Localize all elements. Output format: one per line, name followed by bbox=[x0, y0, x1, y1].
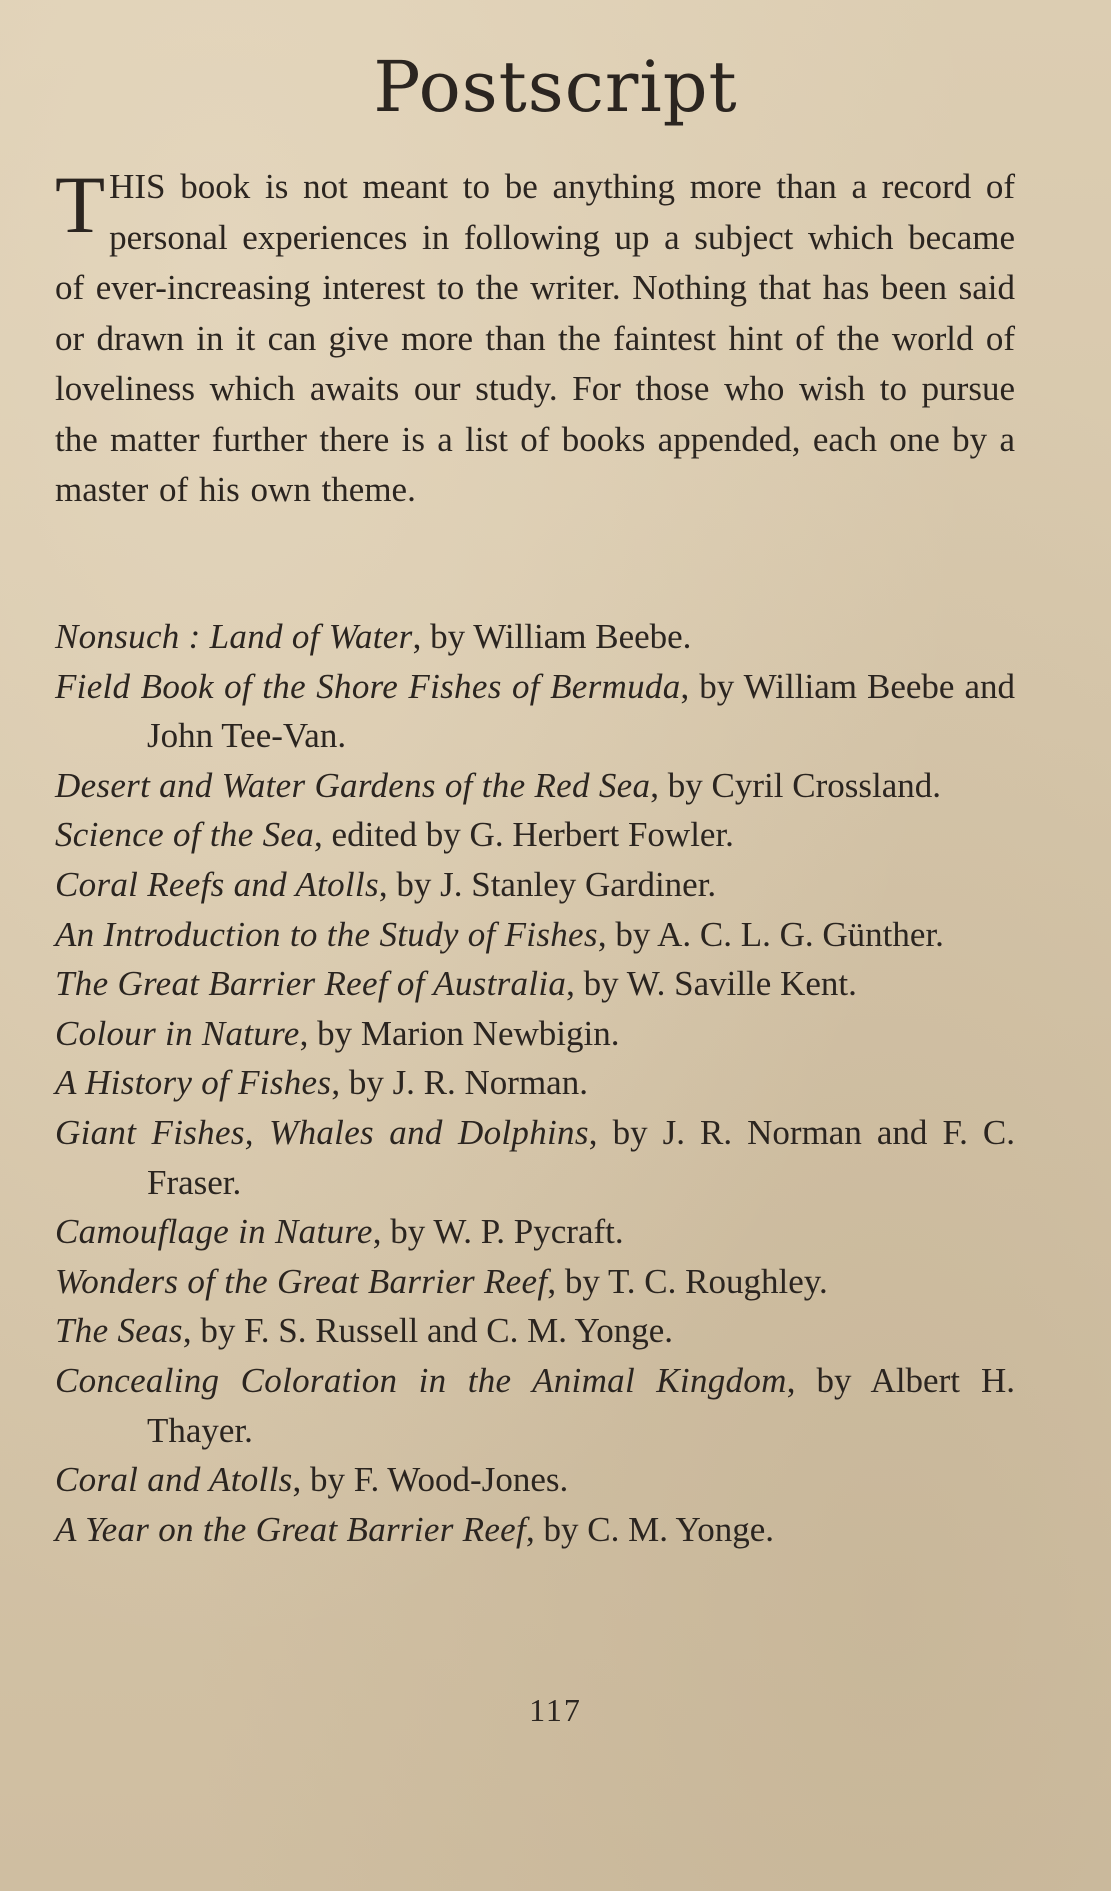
bibliography-item bbox=[55, 1009, 1015, 1059]
bibliography-item bbox=[55, 761, 1015, 811]
page-number: 117 bbox=[529, 1692, 582, 1728]
book-credit: , by F. Wood-Jones. bbox=[292, 1460, 569, 1500]
book-title: The Seas bbox=[55, 1311, 183, 1351]
book-title: Nonsuch : Land of Water bbox=[55, 617, 413, 656]
book-credit: , by T. C. Roughley. bbox=[547, 1261, 828, 1301]
bibliography-list bbox=[55, 612, 1015, 1554]
bibliography-item bbox=[55, 1505, 1015, 1555]
intro-paragraph bbox=[55, 159, 1015, 516]
book-credit: , by William Beebe. bbox=[412, 617, 692, 656]
bibliography-item bbox=[55, 1207, 1015, 1257]
book-credit: , by J. R. Norman and F. C. Fraser. bbox=[147, 1112, 1015, 1202]
bibliography-item bbox=[55, 1356, 1015, 1455]
book-title: Field Book of the Shore Fishes of Bermuda bbox=[55, 666, 681, 706]
page-title: Postscript bbox=[373, 46, 738, 128]
bibliography-item bbox=[55, 1455, 1015, 1505]
book-title: A Year on the Great Barrier Reef bbox=[55, 1509, 527, 1549]
book-credit: , by Cyril Crossland. bbox=[650, 765, 941, 805]
bibliography-item bbox=[55, 612, 1015, 662]
drop-cap: T bbox=[55, 159, 106, 250]
book-title: Colour in Nature bbox=[55, 1013, 300, 1053]
book-credit: , by J. Stanley Gardiner. bbox=[378, 864, 717, 904]
book-credit: , by William Beebe and John Tee-Van. bbox=[147, 666, 1015, 756]
book-credit: , edited by G. Herbert Fowler. bbox=[314, 815, 734, 855]
bibliography-item bbox=[55, 1058, 1015, 1108]
book-title: An Introduction to the Study of Fishes bbox=[55, 914, 598, 954]
book-title: Concealing Coloration in the Animal Kingdom bbox=[55, 1360, 787, 1400]
book-title: Giant Fishes, Whales and Dolphins bbox=[55, 1112, 589, 1152]
bibliography-item bbox=[55, 910, 1015, 960]
book-credit: , by W. Saville Kent. bbox=[566, 964, 857, 1004]
bibliography-item bbox=[55, 662, 1015, 761]
bibliography-item bbox=[55, 1306, 1015, 1356]
bibliography-item bbox=[55, 810, 1015, 860]
book-credit: , by W. P. Pycraft. bbox=[372, 1212, 624, 1252]
bibliography-item bbox=[55, 1108, 1015, 1207]
book-title: Wonders of the Great Barrier Reef bbox=[55, 1261, 548, 1301]
book-title: Science of the Sea bbox=[55, 815, 315, 855]
book-credit: , by F. S. Russell and C. M. Yonge. bbox=[182, 1311, 674, 1351]
intro-text: HIS book is not meant to be anything more than a record of personal experiences in following up a subject which became of ever-increasing interest to the writer. Nothing that has been said or drawn in it can give more than the faintest hint of the world of loveliness which awaits our study. For those who wish to pursue the matter further there is a list of books appended, each one by a master of his own theme. bbox=[55, 167, 1015, 509]
bibliography-item bbox=[55, 860, 1015, 910]
book-title: The Great Barrier Reef of Australia bbox=[55, 964, 567, 1004]
book-title: A History of Fishes bbox=[55, 1063, 332, 1103]
book-credit: , by A. C. L. G. Günther. bbox=[597, 914, 944, 954]
book-title: Camouflage in Nature bbox=[55, 1212, 373, 1252]
book-title: Desert and Water Gardens of the Red Sea bbox=[55, 765, 651, 805]
book-title: Coral Reefs and Atolls bbox=[55, 864, 379, 904]
book-title: Coral and Atolls bbox=[55, 1460, 293, 1500]
book-credit: , by C. M. Yonge. bbox=[526, 1509, 775, 1549]
bibliography-item bbox=[55, 1257, 1015, 1307]
bibliography-item bbox=[55, 959, 1015, 1009]
book-credit: , by Albert H. Thayer. bbox=[147, 1360, 1015, 1450]
book-credit: , by Marion Newbigin. bbox=[299, 1013, 620, 1053]
book-credit: , by J. R. Norman. bbox=[331, 1063, 588, 1103]
